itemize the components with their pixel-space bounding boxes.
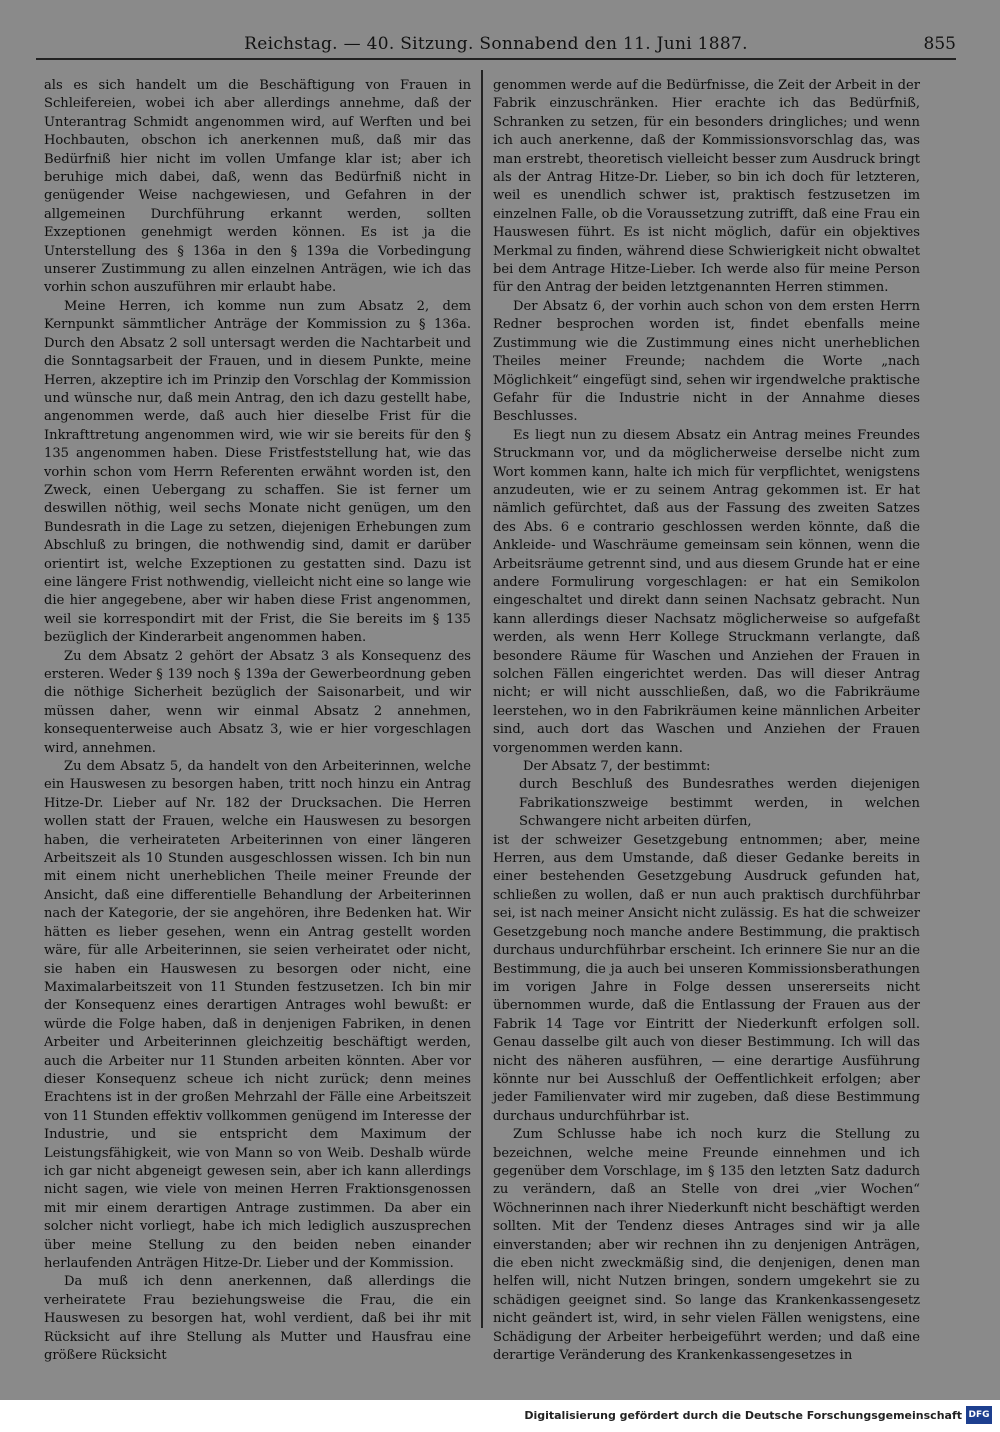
paragraph: Zu dem Absatz 2 gehört der Absatz 3 als Konsequenz des ersteren. Weder § 139 noch § 139a der Gewerbeordnung geben die nöthige Sicherheit bezüglich der Saisonarbeit, und wir müssen daher, wenn wir einmal Absatz 2 annehmen, konsequenterweise auch Absatz 3, wie er hier vorgeschlagen wird, annehmen. [44, 648, 471, 756]
paragraph: Da muß ich denn anerkennen, daß allerdings die verheiratete Frau beziehungsweise die Frau, die ein Hauswesen zu besorgen hat, wohl verdient, daß bei ihr mit Rücksicht auf ihre Stellung als Mutter und Hausfrau eine größere Rücksicht [44, 1274, 471, 1364]
header-title: Reichstag. — 40. Sitzung. Sonnabend den 11. Juni 1887. [244, 34, 748, 54]
funding-credit: Digitalisierung gefördert durch die Deutsche Forschungsgemeinschaft [524, 1409, 962, 1422]
running-header [36, 32, 956, 58]
paragraph: genommen werde auf die Bedürfnisse, die Zeit der Arbeit in der Fabrik einzuschränken. Hier erachte ich das Bedürfniß, Schranken zu setzen, für ein besonders dringliches; und wenn ich auch anerkenne, daß der Kommissionsvorschlag das, was man erstrebt, theoretisch vielleicht besser zum Ausdruck bringt als der Antrag Hitze-Dr. Lieber, so bin ich doch für letzteren, weil es unendlich schwer ist, praktisch festzusetzen im einzelnen Falle, ob die Voraussetzung zutrifft, daß eine Frau ein Hauswesen führt. Es ist nicht möglich, dafür ein objektives Merkmal zu finden, während diese Schwierigkeit nicht obwaltet bei dem Antrage Hitze-Lieber. Ich werde also für meine Person für den Antrag der beiden letztgenannten Herren stimmen. [493, 78, 920, 296]
paragraph: Der Absatz 6, der vorhin auch schon von dem ersten Herrn Redner besprochen worden ist, findet ebenfalls meine Zustimmung wie die Zustimmung eines nicht unerheblichen Theiles meiner Freunde; nachdem die Worte „nach Möglichkeit“ eingefügt sind, sehen wir irgendwelche praktische Gefahr für die Industrie nicht in der Annahme dieses Beschlusses. [493, 298, 920, 425]
paragraph: Zu dem Absatz 5, da handelt von den Arbeiterinnen, welche ein Hauswesen zu besorgen haben, tritt noch hinzu ein Antrag Hitze-Dr. Lieber auf Nr. 182 der Drucksachen. Die Herren wollen statt der Frauen, welche ein Hauswesen zu besorgen haben, die verheirateten Arbeiterinnen von einer längeren Arbeitszeit als 10 Stunden ausgeschlossen wissen. Ich bin nun mit einem nicht unerheblichen Theile meiner Freunde der Ansicht, daß eine differentielle Behandlung der Arbeiterinnen nach der Kategorie, der sie angehören, ihre Bedenken hat. Wir hätten es lieber gesehen, wenn ein Antrag gestellt worden wäre, für alle Arbeiterinnen, sie seien verheiratet oder nicht, sie haben ein Hauswesen zu besorgen oder nicht, eine Maximalarbeitszeit von 11 Stunden festzusetzen. Ich bin mir der Konsequenz eines derartigen Antrages wohl bewußt: er würde die Folge haben, daß in denjenigen Fabriken, in denen Arbeiter und Arbeiterinnen gleichzeitig beschäftigt werden, auch die Arbeiter nur 11 Stunden arbeiten könnten. Aber vor dieser Konsequenz scheue ich nicht zurück; denn meines Erachtens ist in der großen Mehrzahl der Fälle eine Arbeitszeit von 11 Stunden effektiv vollkommen genügend im Interesse der Industrie, und sie entspricht dem Maximum der Leistungsfähigkeit, wie von Mann so von Weib. Deshalb würde ich gar nicht abgeneigt gewesen sein, aber ich kann allerdings nicht sagen, wie viele von meinen Herren Fraktionsgenossen mit mir einem derartigen Antrage zustimmen. Da aber ein solcher nicht vorliegt, habe ich mich lediglich auszusprechen über meine Stellung zu den beiden neben einander herlaufenden Anträgen Hitze-Dr. Lieber und der Kommission. [44, 759, 471, 1271]
paragraph: Zum Schlusse habe ich noch kurz die Stellung zu bezeichnen, welche meine Freunde einnehmen und ich gegenüber dem Vorschlage, im § 135 den letzten Satz dadurch zu verändern, daß an Stelle von drei „vier Wochen“ Wöchnerinnen nach ihrer Niederkunft nicht beschäftigt werden sollten. Mit der Tendenz dieses Antrages sind wir ja alle einverstanden; aber wir rechnen ihn zu denjenigen Anträgen, die eben nicht zweckmäßig sind, die denjenigen, denen man helfen will, nicht Nutzen bringen, sondern umgekehrt sie zu schädigen geeignet sind. So lange das Krankenkassengesetz nicht geändert ist, wird, in sehr vielen Fällen wenigstens, eine Schädigung der Arbeiter herbeigeführt werden; und daß eine derartige Veränderung des Krankenkassengesetzes in [493, 1127, 920, 1364]
paragraph: ist der schweizer Gesetzgebung entnommen; aber, meine Herren, aus dem Umstande, daß dieser Gedanke bereits in einer bestehenden Gesetzgebung Ausdruck gefunden hat, schließen zu wollen, daß er nun auch praktisch durchführbar sei, ist nach meiner Ansicht nicht zulässig. Es hat die schweizer Gesetzgebung noch manche andere Bestimmung, die praktisch durchaus undurchführbar erscheint. Ich erinnere Sie nur an die Bestimmung, die ja auch bei unseren Kommissionsberathungen im vorigen Jahre in Folge dessen unsererseits nicht übernommen wurde, daß die Entlassung der Frauen aus der Fabrik 14 Tage vor Eintritt der Niederkunft erfolgen soll. Genau dasselbe gilt auch von dieser Bestimmung. Ich will das nicht des näheren ausführen, — eine derartige Ausführung könnte nur bei Ausschluß der Oeffentlichkeit erfolgen; aber jeder Familienvater wird mir zugeben, daß diese Bestimmung durchaus undurchführbar ist. [493, 832, 920, 1124]
block-quote: durch Beschluß des Bundesrathes werden diejenigen Fabrikationszweige bestimmt werden, in welchen Schwangere nicht arbeiten dürfen, [519, 777, 920, 830]
right-column [493, 77, 920, 1364]
left-column [44, 77, 471, 1364]
dfg-logo: DFG [966, 1406, 992, 1424]
footer-bar [0, 1400, 1000, 1432]
paragraph: Der Absatz 7, der bestimmt: [523, 759, 711, 775]
paragraph: Meine Herren, ich komme nun zum Absatz 2, dem Kernpunkt sämmtlicher Anträge der Kommission zu § 136a. Durch den Absatz 2 soll untersagt werden die Nachtarbeit und die Sonntagsarbeit der Frauen, und in diesem Punkte, meine Herren, akzeptire ich im Prinzip den Vorschlag der Kommission und wünsche nur, daß mein Antrag, den ich dazu gestellt habe, angenommen werde, daß auch hier dieselbe Frist für die Inkrafttretung angenommen wird, wie wir sie bereits für den § 135 angenommen haben. Diese Fristfeststellung hat, wie das vorhin schon vom Herrn Referenten erwähnt worden ist, den Zweck, einen Uebergang zu schaffen. Sie ist ferner um deswillen nöthig, weil sechs Monate nicht genügen, um den Bundesrath in die Lage zu setzen, diejenigen Erhebungen zum Abschluß zu bringen, die nothwendig sind, damit er darüber orientirt ist, welche Exzeptionen zu gestatten sind. Dazu ist eine längere Frist nothwendig, vielleicht nicht eine so lange wie die hier angegebene, aber wir haben diese Frist angenommen, weil sie korrespondirt mit der Frist, die Sie bereits im § 135 bezüglich der Kinderarbeit angenommen haben. [44, 298, 471, 646]
column-divider [481, 70, 483, 1328]
paragraph: als es sich handelt um die Beschäftigung von Frauen in Schleifereien, wobei ich aber allerdings annehme, daß der Unterantrag Schmidt angenommen wird, auf Werften und bei Hochbauten, obschon ich anerkennen muß, daß mir das Bedürfniß hier nicht im vollen Umfange klar ist; aber ich beruhige mich dabei, daß, wenn das Bedürfniß nicht in genügender Weise nachgewiesen, und Gefahren in der allgemeinen Durchführung erkannt werden, sollten Exzeptionen genehmigt werden können. Es ist ja die Unterstellung des § 136a in den § 139a die Vorbedingung unserer Zustimmung zu allen einzelnen Anträgen, wie ich das vorhin schon auszuführen mir erlaubt habe. [44, 78, 471, 296]
paragraph: Es liegt nun zu diesem Absatz ein Antrag meines Freundes Struckmann vor, und da möglicherweise derselbe nicht zum Wort kommen kann, halte ich mich für verpflichtet, wenigstens anzudeuten, wie er zu seinem Antrag gekommen ist. Er hat nämlich gefürchtet, daß aus der Fassung des zweiten Satzes des Abs. 6 e contrario geschlossen werden könnte, daß die Ankleide- und Waschräume gemeinsam sein können, wenn die Arbeitsräume getrennt sind, und aus diesem Grunde hat er eine andere Formulirung vorgeschlagen: er hat ein Semikolon eingeschaltet und direkt dann seinen Nachsatz gebracht. Nun kann allerdings dieser Nachsatz möglicherweise so aufgefaßt werden, als wenn Herr Kollege Struckmann verlangte, daß besondere Räume für Waschen und Anziehen der Frauen in solchen Fällen eingerichtet werden. Das will dieser Antrag nicht; er will nicht ausschließen, daß, wo die Fabrikräume leerstehen, wo in den Fabrikräumen keine männlichen Arbeiter sind, auch dort das Waschen und Anziehen der Frauen vorgenommen werden kann. [493, 427, 920, 756]
header-rule [36, 58, 956, 60]
page-number: 855 [923, 34, 956, 54]
